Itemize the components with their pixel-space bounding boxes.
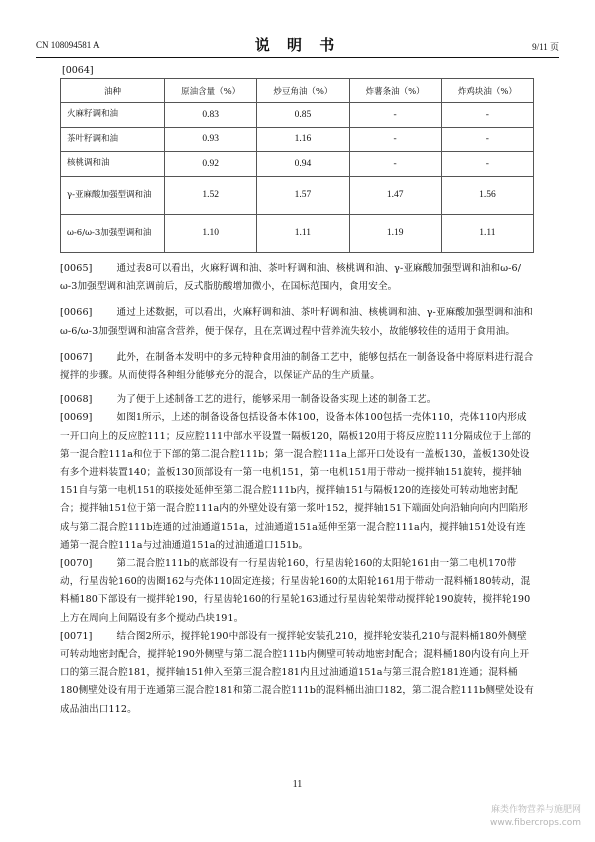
- watermark-line: 麻类作物营养与施肥网: [490, 805, 581, 815]
- page-header: [36, 34, 559, 56]
- table-cell: 1.10: [165, 214, 257, 252]
- page-number: 11: [292, 779, 303, 790]
- paragraph-text: 第二混合腔111b的底部设有一行星齿轮160，行星齿轮160的太阳轮161由一第二电机170带动，行星齿轮160的齿圈162与壳体110固定连接；行星齿轮160的太阳轮161用于带动一混料桶180转动，混料桶180下部设有一搅拌轮190，行星齿轮160的行星轮163通过行星齿轮架带动搅拌轮190旋转，搅拌轮190上方在周向上间隔设有多个搅动凸块191。: [60, 558, 531, 624]
- site-watermark: [490, 804, 581, 830]
- table-row: [61, 176, 534, 214]
- table-cell: -: [441, 103, 533, 128]
- table-cell: 1.47: [349, 176, 441, 214]
- table-cell: -: [349, 103, 441, 128]
- table-cell: 0.94: [257, 152, 349, 177]
- paragraph-text: 通过上述数据，可以看出，火麻籽调和油、茶叶籽调和油、核桃调和油、γ-亚麻酸加强型调和油和ω-6/ω-3加强型调和油富含营养，便于保存，且在烹调过程中营养流失较小，故能够较佳的适用于食用油。: [60, 307, 533, 337]
- paragraph-0066: [60, 304, 535, 340]
- table-header-row: [61, 79, 534, 103]
- column-header: 炸薯条油（%）: [349, 79, 441, 103]
- paragraph-text: 此外，在制备本发明中的多元特种食用油的制备工艺中，能够包括在一制备设备中将原料进行混合搅拌的步骤。从而使得各种组分能够充分的混合，以保证产品的生产质量。: [60, 351, 534, 382]
- paragraph-0070: [60, 555, 535, 628]
- oil-name-cell: 火麻籽调和油: [61, 103, 165, 128]
- table-cell: -: [441, 152, 533, 177]
- table-cell: 1.11: [257, 214, 349, 252]
- paragraph-text: 结合图2所示，搅拌轮190中部设有一搅拌轮安装孔210，搅拌轮安装孔210与混料桶180外侧壁可转动地密封配合，搅拌轮190外侧壁与第二混合腔111b内侧壁可转动地密封配合；混料桶180内设有向上开口的第三混合腔181，搅拌轴151伸入至第三混合腔181内且过油通道151a与第三混合腔181连通；混料桶180侧壁处设有用于连通第三混合腔181和第二混合腔111b的混料桶出油口182，第二混合腔111b侧壁处设有成品油出口112。: [60, 630, 534, 715]
- oil-name-cell: ω-6/ω-3加强型调和油: [61, 214, 165, 252]
- table-cell: 1.52: [165, 176, 257, 214]
- table-cell: -: [349, 152, 441, 177]
- watermark-line: www.fibercrops.com: [490, 818, 581, 828]
- header-divider: [36, 57, 559, 58]
- paragraph-tag: [0065]: [60, 263, 93, 274]
- trans-fat-table: [60, 78, 534, 253]
- paragraph-tag: [0067]: [60, 351, 93, 363]
- table-cell: 1.57: [257, 176, 349, 214]
- paragraph-text: 如图1所示，上述的制备设备包括设备本体100，设备本体100包括一壳体110，壳体110内形成一开口向上的反应腔111；反应腔111中部水平设置一隔板120，隔板120用于将反应腔111分隔成位于上部的第一混合腔111a和位于下部的第二混合腔111b；第一混合腔111a上部开口处设有一盖板130，盖板130处设有多个进料装置140；盖板130顶部设有一第一电机151，第一电机151用于带动一搅拌轴151旋转，搅拌轴151自与第一电机151的联接处延伸至第二混合腔111b内，搅拌轴151与隔板120的连接处可转动地密封配合；搅拌轴151位于第一混合腔111a内的外壁处设有第一浆叶152，搅拌轴151下端面处向沿轴向向内凹陷形成与第二混合腔111b连通的过油通道151a，过油通道151a延伸至第一混合腔111a内，搅拌轴151处设有连通第一混合腔111a与过油通道151a的过油通道口151b。: [60, 412, 532, 551]
- oil-name-cell: 茶叶籽调和油: [61, 127, 165, 152]
- table-cell: 0.83: [165, 103, 257, 128]
- paragraph-0065: [60, 260, 535, 296]
- table-cell: -: [349, 127, 441, 152]
- column-header: 炒豆角油（%）: [257, 79, 349, 103]
- patent-number: CN 108094581 A: [36, 40, 100, 50]
- table-cell: 0.93: [165, 127, 257, 152]
- table-cell: -: [441, 127, 533, 152]
- paragraph-tag: [0066]: [60, 307, 93, 319]
- column-header: 炸鸡块油（%）: [441, 79, 533, 103]
- paragraph-0071: [60, 628, 535, 719]
- page-indicator: 9/11 页: [532, 42, 559, 52]
- body-text: [60, 260, 535, 719]
- oil-name-cell: γ-亚麻酸加强型调和油: [61, 176, 165, 214]
- table-row: [61, 127, 534, 152]
- table-row: [61, 214, 534, 252]
- paragraph-0068: [60, 391, 535, 409]
- paragraph-text: 通过表8可以看出，火麻籽调和油、茶叶籽调和油、核桃调和油、γ-亚麻酸加强型调和油和ω-6/ω-3加强型调和油烹调前后，反式脂肪酸增加微小，在国标范围内，食用安全。: [60, 263, 522, 293]
- table-cell: 1.19: [349, 214, 441, 252]
- paragraph-0067: [60, 349, 535, 385]
- column-header: 油种: [61, 79, 165, 103]
- table-paragraph-tag: [0064]: [62, 65, 94, 76]
- paragraph-tag: [0069]: [60, 412, 93, 424]
- table-cell: 1.16: [257, 127, 349, 152]
- paragraph-text: 为了便于上述制备工艺的进行，能够采用一制备设备实现上述的制备工艺。: [116, 394, 437, 406]
- oil-name-cell: 核桃调和油: [61, 152, 165, 177]
- table-row: [61, 152, 534, 177]
- paragraph-tag: [0068]: [60, 394, 93, 406]
- table-cell: 0.85: [257, 103, 349, 128]
- document-title: 说 明 书: [254, 36, 341, 54]
- table-row: [61, 103, 534, 128]
- column-header: 原油含量（%）: [165, 79, 257, 103]
- paragraph-0069: [60, 409, 535, 555]
- paragraph-tag: [0070]: [60, 558, 93, 570]
- table-cell: 1.11: [441, 214, 533, 252]
- paragraph-tag: [0071]: [60, 630, 93, 642]
- table-cell: 0.92: [165, 152, 257, 177]
- table-cell: 1.56: [441, 176, 533, 214]
